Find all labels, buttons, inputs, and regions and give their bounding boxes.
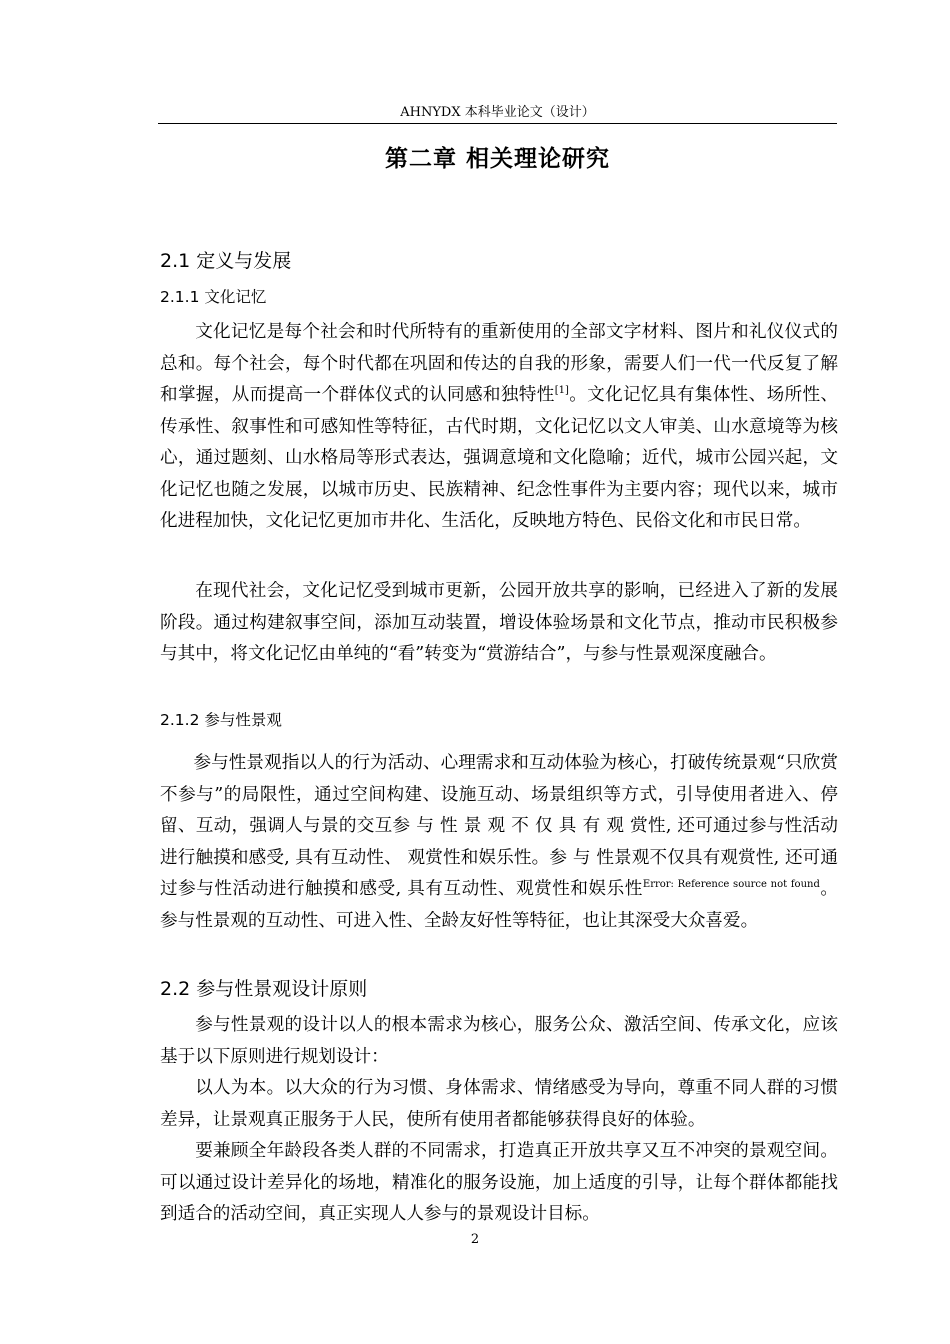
paragraph-cultural-memory-1 [160,317,838,538]
paragraph-design-principles-3: 要兼顾全年龄段各类人群的不同需求，打造真正开放共享又互不冲突的景观空间。可以通过设计差异化的场地，精准化的服务设施，加上适度的引导，让每个群体都能找到适合的活动空间，真正实现人人参与的景观设计目标。 [160,1141,838,1224]
paragraph-design-principles-2: 以人为本。以大众的行为习惯、身体需求、情绪感受为导向，尊重不同人群的习惯差异，让景观真正服务于人民，使所有使用者都能够获得良好的体验。 [160,1078,838,1130]
section-heading-2-1: 2.1 定义与发展 [160,250,292,272]
paragraph-design-principles-1: 参与性景观的设计以人的根本需求为核心，服务公众、激活空间、传承文化，应该基于以下原则进行规划设计： [160,1015,838,1067]
paragraph-text: 。参与性景观的互动性、可进入性、全龄友好性等特征，也让其深受大众喜爱。 [160,879,838,931]
paragraph-cultural-memory-2: 在现代社会，文化记忆受到城市更新，公园开放共享的影响，已经进入了新的发展阶段。通过构建叙事空间，添加互动装置，增设体验场景和文化节点，推动市民积极参与其中，将文化记忆由单纯的“看”转变为“赏游结合”，与参与性景观深度融合。 [160,581,838,664]
citation-ref: [1] [554,385,569,396]
paragraph-text: 。文化记忆具有集体性、场所性、传承性、叙事性和可感知性等特征，古代时期，文化记忆以文人审美、山水意境等为核心，通过题刻、山水格局等形式表达，强调意境和文化隐喻；近代，城市公园兴起，文化记忆也随之发展，以城市历史、民族精神、纪念性事件为主要内容；现代以来，城市化进程加快，文化记忆更加市井化、生活化，反映地方特色、民俗文化和市民日常。 [160,385,838,531]
paragraph-participatory-landscape [160,748,838,937]
header-rule [158,123,837,124]
paragraph-text: 文化记忆是每个社会和时代所特有的重新使用的全部文字材料、图片和礼仪仪式的总和。每个社会，每个时代都在巩固和传达的自我的形象，需要人们一代一代反复了解和掌握，从而提高一个群体仪式的认同感和独特性 [160,322,838,405]
page-number: 2 [470,1232,480,1247]
paragraph-text: 参与性景观指以人的行为活动、心理需求和互动体验为核心，打破传统景观“只欣赏不参与”的局限性，通过空间构建、设施互动、场景组织等方式，引导使用者进入、停留、互动，强调人与景的交互参 与 性 景 观 不 仅 具 有 观 赏性, 还可通过参与性活动进行触摸和感受, 具有互动性、 观赏性和娱乐性。参 与 性景观不仅具有观赏性, 还可通过参与性活动进行触摸和感受, 具有互动性、观赏性和娱乐性 [160,753,838,899]
chapter-title: 第二章 相关理论研究 [384,146,610,172]
section-heading-2-1-1: 2.1.1 文化记忆 [160,288,267,306]
section-heading-2-2: 2.2 参与性景观设计原则 [160,978,368,1000]
reference-error: Error: Reference source not found [642,879,820,890]
running-header: AHNYDX 本科毕业论文（设计） [400,105,595,120]
section-heading-2-1-2: 2.1.2 参与性景观 [160,711,282,729]
